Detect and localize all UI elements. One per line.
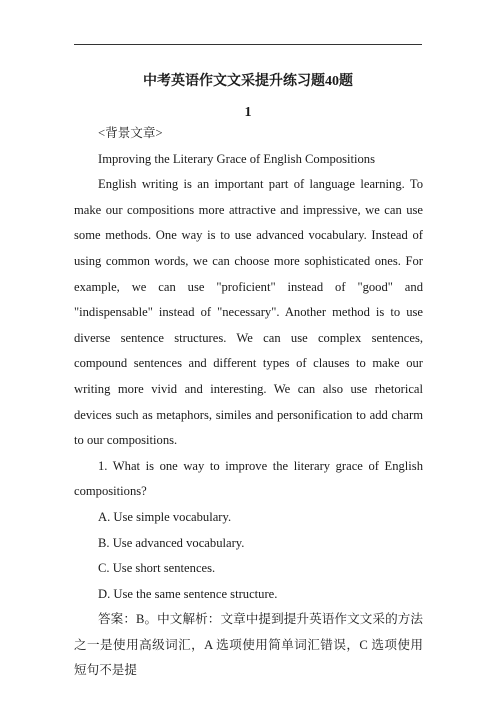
section-number: 1 (244, 105, 252, 120)
document-body (74, 121, 423, 684)
option-d: D. Use the same sentence structure. (98, 586, 278, 601)
background-label: <背景文章> (98, 126, 163, 140)
option-c: C. Use short sentences. (98, 561, 216, 576)
option-b: B. Use advanced vocabulary. (98, 535, 245, 550)
document-title: 中考英语作文文采提升练习题40题 (143, 74, 353, 89)
header-rule (74, 44, 422, 45)
article-paragraph: English writing is an important part of language learning. To make our compositions more attractive and impressive, we can use some methods. One way is to use advanced vocabulary. Instead of using common words, we can choose more sophisticated ones. For example, we can use "proficient" instead of "good" and "indispensable" instead of "necessary". Another method is to use diverse sentence structures. We can use complex sentences, compound sentences and different types of clauses to make our writing more vivid and interesting. We can also use rhetorical devices such as metaphors, similes and personification to add charm to our compositions. (74, 177, 423, 448)
article-title: Improving the Literary Grace of English Compositions (98, 151, 376, 166)
question-text: 1. What is one way to improve the literary grace of English compositions? (74, 458, 423, 499)
option-a: A. Use simple vocabulary. (98, 509, 232, 524)
answer-explanation: 答案：B。中文解析：文章中提到提升英语作文文采的方法之一是使用高级词汇，A 选项使用简单词汇错误，C 选项使用短句不是提 (74, 612, 423, 678)
